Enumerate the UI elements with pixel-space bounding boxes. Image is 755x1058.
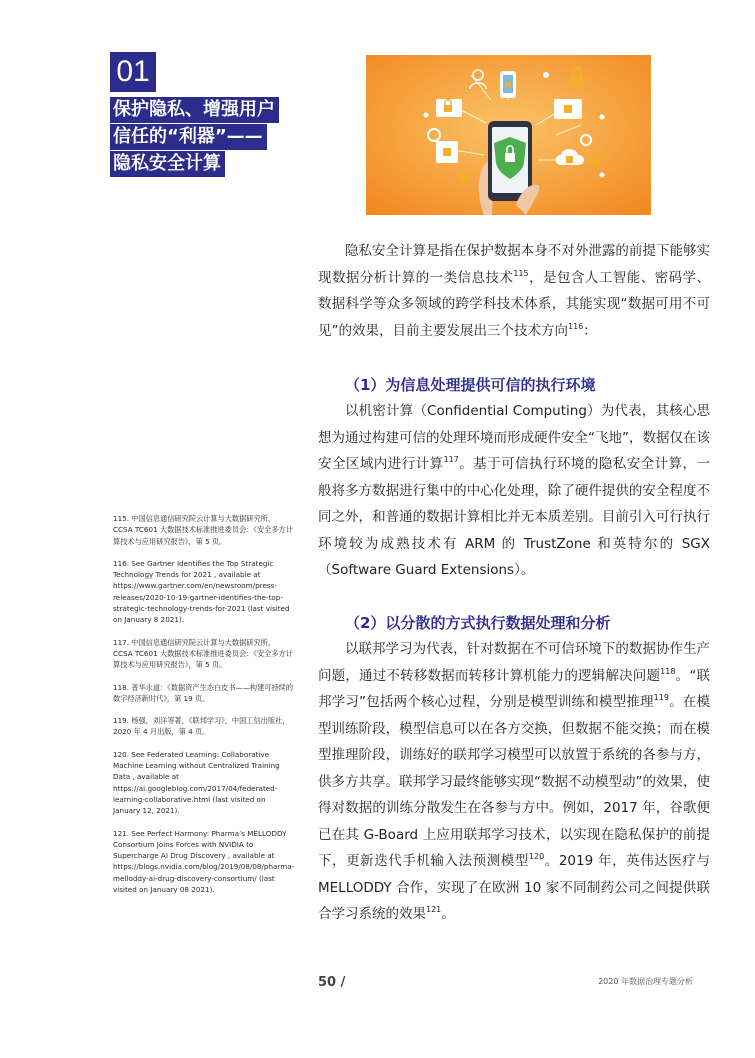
intro-text-3: ： — [583, 322, 597, 339]
footnote-119: 119. 杨强，刘洋等著，《联邦学习》，中国工信出版社，2020 年 4 月出版，第 4 页。 — [113, 716, 290, 737]
sub2-text-3: 。在模型训练阶段，模型信息可以在各方交换，但数据不能交换；而在模型推理阶段，训练好的联邦学习模型可以放置于系统的各参与方，供多方共享。联邦学习最终能够实现“数据不动模型动”的效果，使得对数据的训练分散发生在各参与方中。例如，2017 年，谷歌便已在其 G-Board 上应用联邦学习技术，以实现在隐私保护的前提下，更新迭代手机输入法预测模型 — [318, 694, 710, 869]
footnote-ref-120: 120 — [528, 852, 545, 861]
sub2-text-4: 。2019 年，英伟达医疗与 MELLODDY 合作，实现了在欧洲 10 家不同制药公司之间提供联合学习系统的效果 — [318, 853, 710, 922]
footnote-ref-118: 118 — [660, 666, 676, 676]
section-title-line-1: 保护隐私、增强用户 — [110, 97, 279, 123]
subsection-1-heading: （1）为信息处理提供可信的执行环境 — [345, 376, 596, 394]
sub2-text-2: 。“联邦学习”包括两个核心过程，分别是模型训练和模型推理 — [318, 667, 711, 710]
sub2-text-1: 以联邦学习为代表，针对数据在不可信环境下的数据协作生产问题，通过不转移数据而转移计算机能力的逻辑解决问题 — [318, 641, 710, 684]
footnote-ref-115: 115 — [513, 268, 529, 278]
section-number: 01 — [110, 52, 156, 92]
running-title: 2020 年数据治理专题分析 — [598, 977, 693, 986]
footnote-120: 120. See Federated Learning: Collaborative Machine Learning without Centralized Training Data , available at https://ai.googleblog.com/2017/04/federated-learning-collaborative.html (last visited on January 12, 2021). — [113, 749, 280, 816]
subsection-1-body — [318, 398, 710, 584]
intro-text-2: ，是包含人工智能、密码学、数据科学等众多领域的跨学科技术体系，其能实现“数据可用不可见”的效果，目前主要发展出三个技术方向 — [318, 269, 711, 339]
section-title-line-2: 信任的“利器”—— — [110, 124, 267, 150]
section-title — [110, 97, 300, 178]
footnote-ref-121: 121 — [426, 905, 442, 914]
footnote-ref-119: 119 — [653, 693, 669, 702]
intro-paragraph — [318, 238, 710, 344]
page-number: 50 / — [318, 975, 346, 990]
footnote-121: 121. See Perfect Harmony: Pharma’s MELLODDY Consortium Joins Forces with NVIDIA to Supercharge AI Drug Discovery , available at https://blogs.nvidia.com/blog/2019/08/08/pharma-melloddy-ai-drug-discovery-consortium/ (last visited on January 08 2021). — [113, 828, 295, 895]
section-title-line-3: 隐私安全计算 — [110, 151, 225, 177]
footnote-117: 117. 中国信息通信研究院云计算与大数据研究所，CCSA TC601 大数据技术标准推进委员会：《安全多方计算技术与应用研究报告》，第 5 页。 — [113, 637, 293, 670]
sub1-text-1: 以机密计算（Confidential Computing）为代表，其核心思想为通过构建可信的处理环境而形成硬件安全“飞地”，数据仅在该安全区域内进行计算 — [318, 403, 710, 472]
footnote-118: 118. 普华永道：《数据资产生态白皮书——构建可持续的数字经济新时代》，第 19 页。 — [113, 682, 294, 703]
security-illustration — [366, 55, 651, 215]
phone-lock-illustration — [366, 55, 651, 215]
sub2-text-5: 。 — [441, 906, 455, 922]
subsection-2-body — [318, 636, 710, 928]
footnote-115: 115. 中国信息通信研究院云计算与大数据研究所，CCSA TC601 大数据技术标准推进委员会：《安全多方计算技术与应用研究报告》，第 5 页。 — [113, 514, 293, 546]
footnote-116: 116. See Gartner Identifies the Top Strategic Technology Trends for 2021 , available at https://www.gartner.com/en/newsroom/press-releases/2020-10-19-gartner-identifies-the-top-strategic-technology-trends-for-2021 (last visited on January 8 2021). — [113, 558, 290, 625]
intro-text-1: 隐私安全计算是指在保护数据本身不对外泄露的前提下能够实现数据分析计算的一类信息技术 — [318, 243, 710, 286]
sub1-text-2: 。基于可信执行环境的隐私安全计算，一般将多方数据进行集中的中心化处理，除了硬件提供的安全程度不同之外，和普通的数据计算相比并无本质差别。目前引入可行执行环境较为成熟技术有 ARM 的 TrustZone 和英特尔的 SGX（Software Guard Extensions）。 — [318, 456, 711, 578]
footnote-ref-116: 116 — [568, 321, 584, 331]
subsection-2-heading: （2）以分散的方式执行数据处理和分析 — [345, 614, 611, 632]
footnote-ref-117: 117 — [443, 455, 459, 464]
footnotes — [113, 513, 293, 906]
